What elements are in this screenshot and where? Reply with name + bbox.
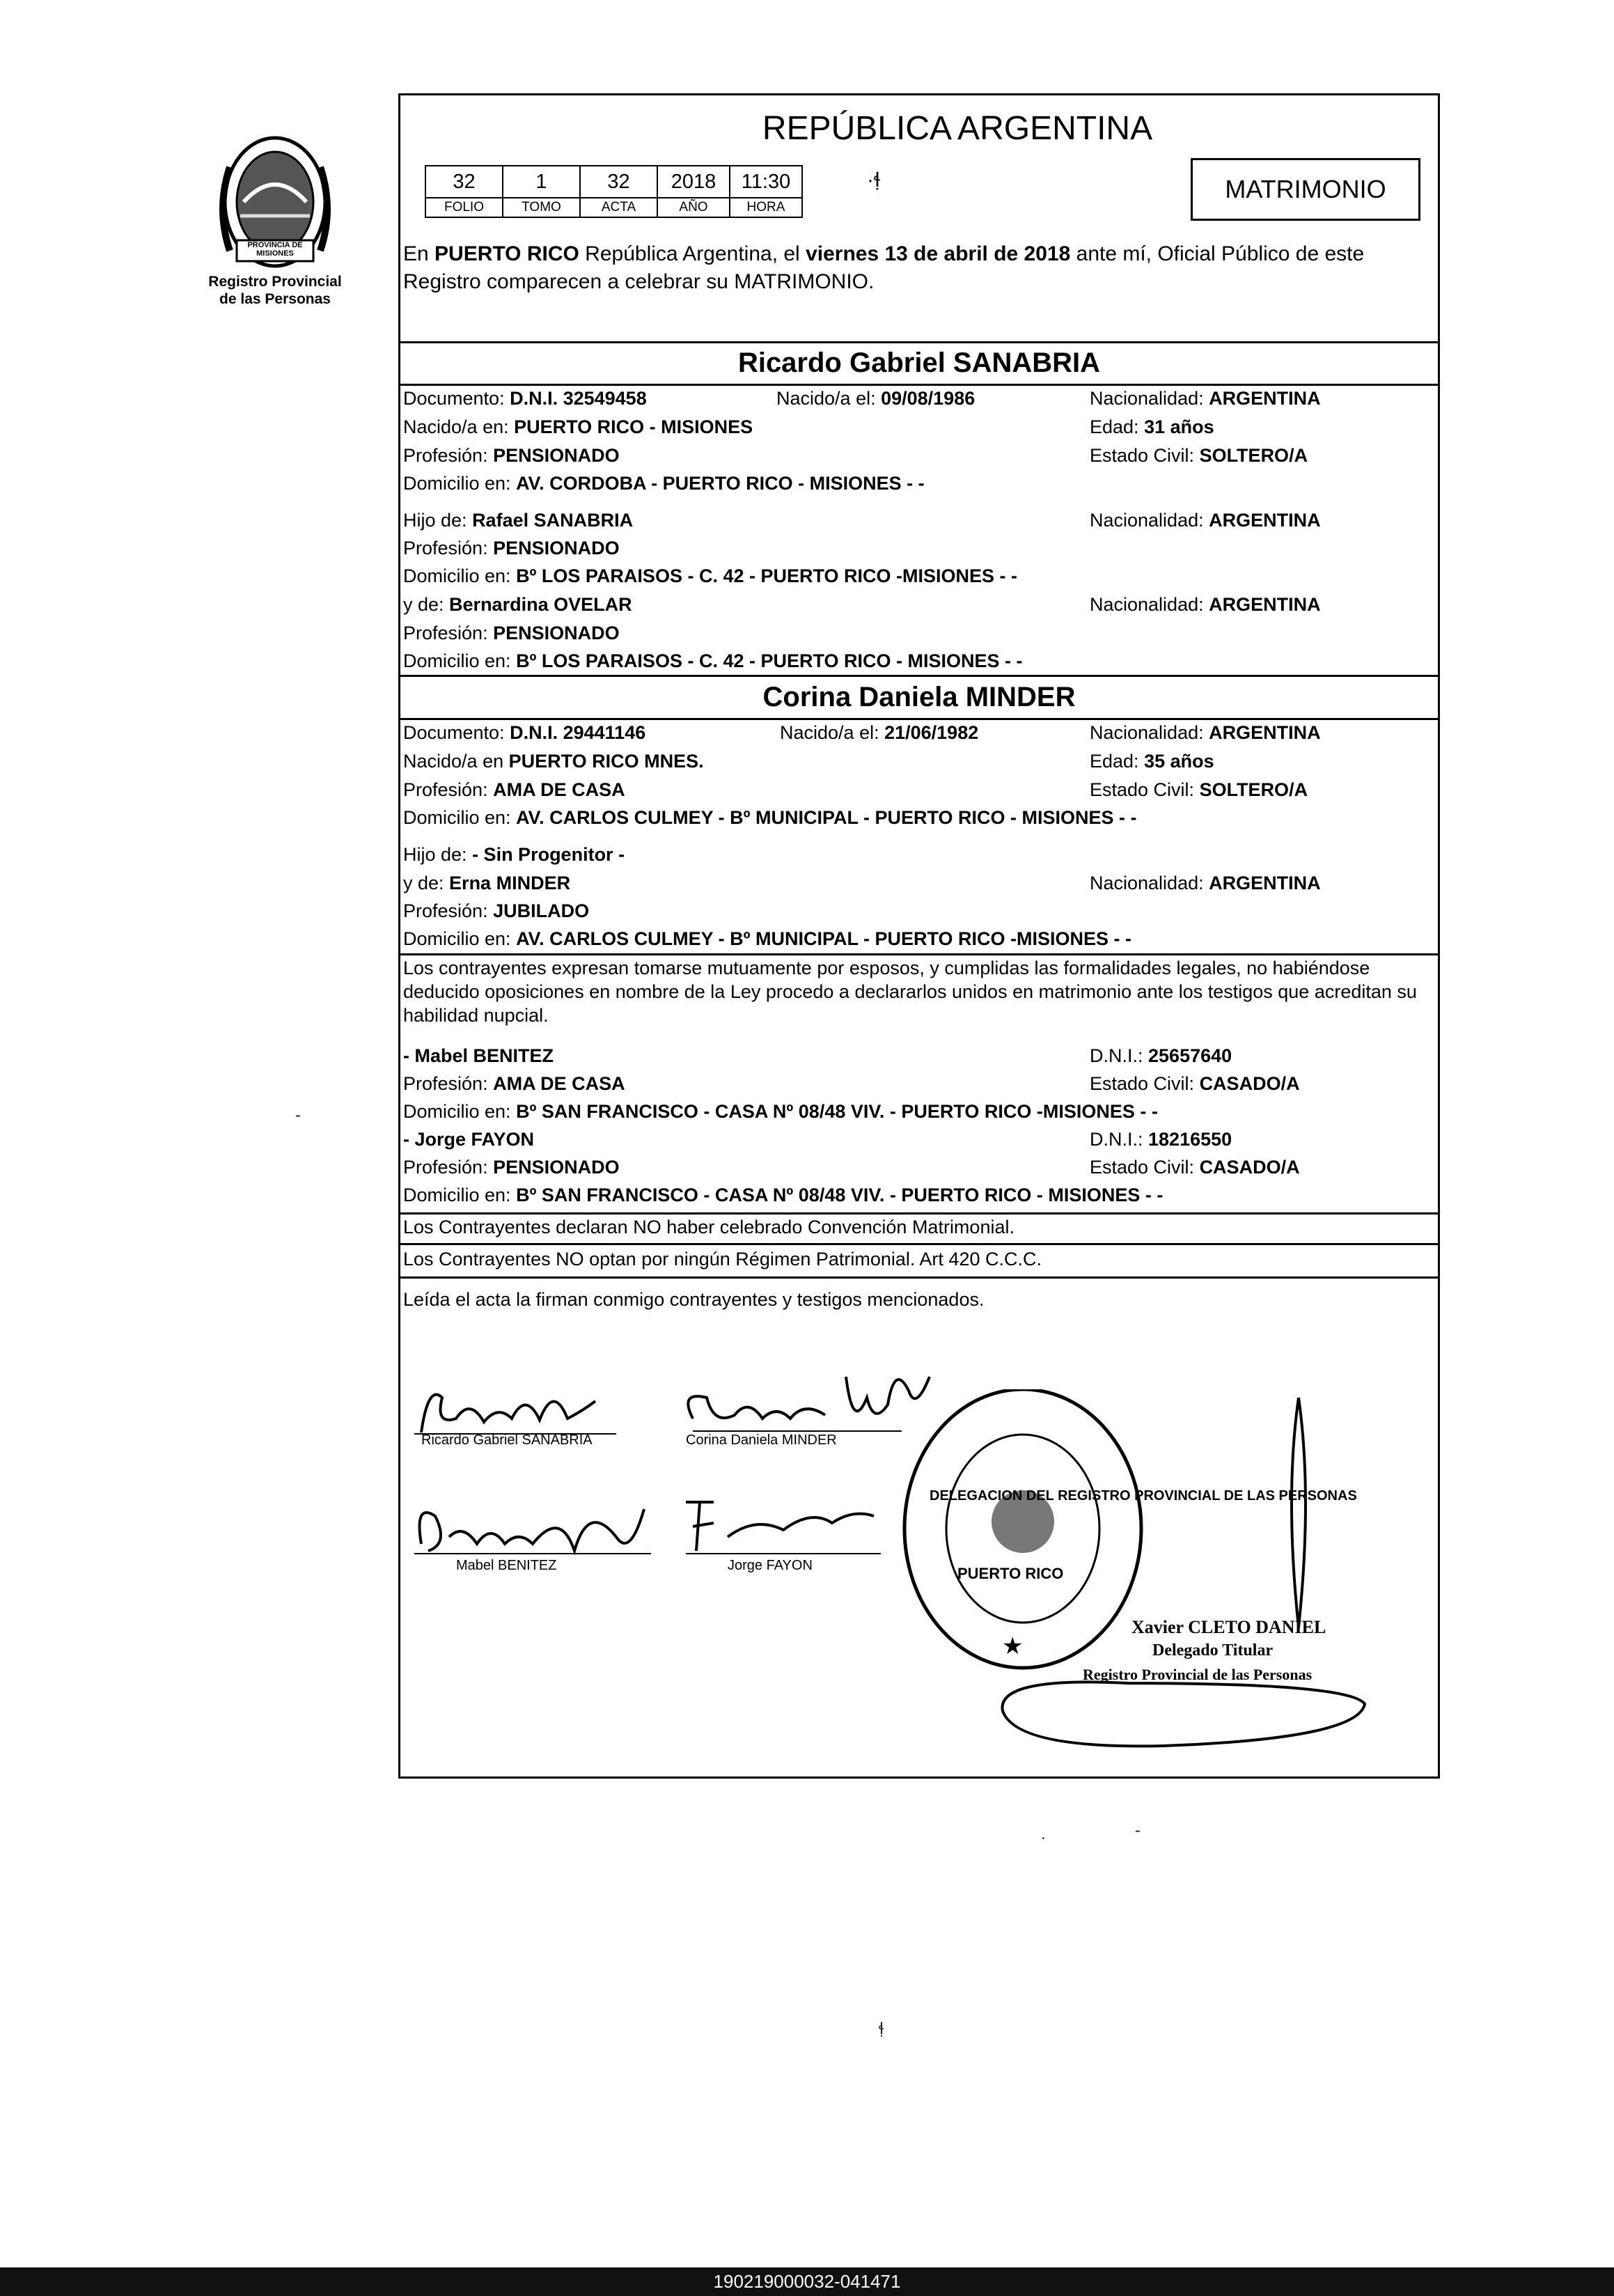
divider — [400, 384, 1438, 386]
stamp-ring-text: DELEGACION DEL REGISTRO PROVINCIAL DE LAS PERSONAS — [930, 1488, 1357, 1504]
acta-label: ACTA — [580, 198, 657, 217]
tomo-label: TOMO — [503, 198, 580, 217]
regime-statement: Los Contrayentes NO optan por ningún Régimen Patrimonial. Art 420 C.C.C. — [403, 1249, 1042, 1270]
witness2-civil-status: Estado Civil: CASADO/A — [1090, 1157, 1300, 1178]
divider — [400, 341, 1438, 343]
groom-mother-nationality: Nacionalidad: ARGENTINA — [1090, 594, 1321, 615]
scan-dot: . — [1041, 1825, 1046, 1843]
groom-mother-address: Domicilio en: Bº LOS PARAISOS - C. 42 - PUERTO RICO - MISIONES - - — [403, 650, 1023, 671]
intro-date: viernes 13 de abril de 2018 — [806, 242, 1071, 265]
pen-stroke-mark — [1278, 1391, 1319, 1641]
footer-document-code: 190219000032-041471 — [0, 2267, 1614, 2296]
witness2-signature — [672, 1481, 895, 1565]
intro-paragraph — [403, 240, 1434, 296]
officer-office: Registro Provincial de las Personas — [1083, 1666, 1313, 1683]
intro-text-2: República Argentina, el — [579, 242, 806, 265]
stamp-swirl-mark — [989, 1669, 1379, 1753]
bride-mother-profession: Profesión: JUBILADO — [403, 900, 590, 921]
witness1-profession: Profesión: AMA DE CASA — [403, 1073, 625, 1094]
bride-name: Corina Daniela MINDER — [762, 682, 1076, 712]
registry-labels-row — [425, 198, 802, 217]
year-label: AÑO — [657, 198, 730, 217]
groom-father-address: Domicilio en: Bº LOS PARAISOS - C. 42 - PUERTO RICO -MISIONES - - — [403, 565, 1017, 586]
groom-mother: y de: Bernardina OVELAR — [403, 594, 632, 615]
convention-statement: Los Contrayentes declaran NO haber celebrado Convención Matrimonial. — [403, 1217, 1014, 1237]
groom-address: Domicilio en: AV. CORDOBA - PUERTO RICO - MISIONES - - — [403, 473, 925, 494]
bride-father: Hijo de: - Sin Progenitor - — [403, 844, 625, 865]
witness1-signature — [407, 1481, 672, 1565]
witness1-dni: D.N.I.: 25657640 — [1090, 1045, 1232, 1066]
divider — [400, 1212, 1438, 1215]
logo-ribbon-text: PROVINCIA DE MISIONES — [247, 241, 303, 258]
groom-father-nationality: Nacionalidad: ARGENTINA — [1090, 510, 1321, 531]
witness2-signature-label: Jorge FAYON — [728, 1558, 813, 1573]
bride-birthplace: Nacido/a en PUERTO RICO MNES. — [403, 751, 704, 772]
bride-mother-nationality: Nacionalidad: ARGENTINA — [1090, 873, 1321, 893]
groom-civil-status: Estado Civil: SOLTERO/A — [1090, 445, 1308, 466]
intro-place: PUERTO RICO — [434, 242, 579, 265]
bride-address: Domicilio en: AV. CARLOS CULMEY - Bº MUNICIPAL - PUERTO RICO - MISIONES - - — [403, 807, 1137, 828]
scan-dot: - — [1135, 1821, 1141, 1840]
bride-nationality: Nacionalidad: ARGENTINA — [1090, 722, 1321, 743]
scan-mark: ɬ̣ — [879, 2020, 884, 2038]
divider — [400, 953, 1438, 955]
country-title: REPÚBLICA ARGENTINA — [762, 110, 1153, 147]
year-value: 2018 — [657, 166, 730, 198]
hour-label: HORA — [730, 198, 802, 217]
bride-civil-status: Estado Civil: SOLTERO/A — [1090, 779, 1308, 800]
groom-nationality: Nacionalidad: ARGENTINA — [1090, 388, 1321, 409]
groom-birthplace: Nacido/a en: PUERTO RICO - MISIONES — [403, 416, 753, 437]
witness1-civil-status: Estado Civil: CASADO/A — [1090, 1073, 1300, 1094]
bride-signature-label: Corina Daniela MINDER — [686, 1432, 837, 1448]
tomo-value: 1 — [503, 166, 580, 198]
witness2-dni: D.N.I.: 18216550 — [1090, 1129, 1232, 1150]
registry-label — [188, 273, 362, 308]
bride-age: Edad: 35 años — [1090, 751, 1214, 772]
folio-label: FOLIO — [425, 198, 503, 217]
divider — [400, 1276, 1438, 1279]
witness1-name: - Mabel BENITEZ — [403, 1045, 554, 1066]
officer-name: Xavier CLETO DANIEL — [1131, 1617, 1326, 1637]
registry-values-row — [425, 166, 802, 198]
scan-mark: ·ɬ̣ — [867, 169, 881, 192]
intro-text-1: En — [403, 242, 435, 265]
marriage-certificate-form — [398, 93, 1440, 1779]
stamp-inner-text: PUERTO RICO — [957, 1565, 1064, 1582]
divider — [400, 675, 1438, 677]
intro-text-3: ante mí, Oficial Público de este Registro comparecen a celebrar su MATRIMONIO. — [403, 242, 1365, 293]
folio-value: 32 — [425, 166, 503, 198]
witness2-profession: Profesión: PENSIONADO — [403, 1157, 620, 1178]
registry-fields-table — [425, 165, 803, 218]
groom-signature-label: Ricardo Gabriel SANABRIA — [421, 1432, 593, 1448]
margin-mark: - — [295, 1106, 301, 1125]
groom-name: Ricardo Gabriel SANABRIA — [737, 347, 1101, 378]
witness2-name: - Jorge FAYON — [403, 1129, 535, 1150]
bride-profession: Profesión: AMA DE CASA — [403, 779, 625, 800]
registry-label-line2: de las Personas — [219, 291, 331, 307]
official-stamp — [898, 1389, 1148, 1682]
groom-father: Hijo de: Rafael SANABRIA — [403, 510, 634, 531]
registry-label-line1: Registro Provincial — [208, 274, 342, 290]
officer-title: Delegado Titular — [1152, 1641, 1274, 1659]
witness2-address: Domicilio en: Bº SAN FRANCISCO - CASA Nº 08/48 VIV. - PUERTO RICO - MISIONES - - — [403, 1185, 1164, 1205]
groom-birthdate: Nacido/a el: 09/08/1986 — [776, 388, 976, 409]
divider — [400, 1243, 1438, 1245]
groom-father-profession: Profesión: PENSIONADO — [403, 538, 620, 559]
bride-document: Documento: D.N.I. 29441146 — [403, 722, 646, 743]
groom-mother-profession: Profesión: PENSIONADO — [403, 623, 620, 643]
groom-document: Documento: D.N.I. 32549458 — [403, 388, 647, 409]
divider — [400, 718, 1438, 720]
acta-value: 32 — [580, 166, 657, 198]
declaration-paragraph: Los contrayentes expresan tomarse mutuamente por esposos, y cumplidas las formalidades legales, no habiéndose deducido oposiciones en nombre de la Ley procedo a declararlos unidos en matrimonio ante los testigos que acreditan su habilidad nupcial. — [403, 958, 1417, 1026]
groom-profession: Profesión: PENSIONADO — [403, 445, 620, 466]
witness1-address: Domicilio en: Bº SAN FRANCISCO - CASA Nº 08/48 VIV. - PUERTO RICO -MISIONES - - — [403, 1101, 1158, 1122]
witness1-signature-label: Mabel BENITEZ — [456, 1558, 557, 1573]
bride-birthdate: Nacido/a el: 21/06/1982 — [780, 722, 979, 743]
record-type-box: MATRIMONIO — [1191, 158, 1420, 221]
bride-mother: y de: Erna MINDER — [403, 873, 571, 893]
groom-age: Edad: 31 años — [1090, 416, 1214, 437]
closing-statement: Leída el acta la firman conmigo contrayentes y testigos mencionados. — [403, 1289, 985, 1310]
bride-mother-address: Domicilio en: AV. CARLOS CULMEY - Bº MUNICIPAL - PUERTO RICO -MISIONES - - — [403, 928, 1131, 949]
svg-text:★: ★ — [1002, 1632, 1024, 1660]
hour-value: 11:30 — [730, 166, 802, 198]
